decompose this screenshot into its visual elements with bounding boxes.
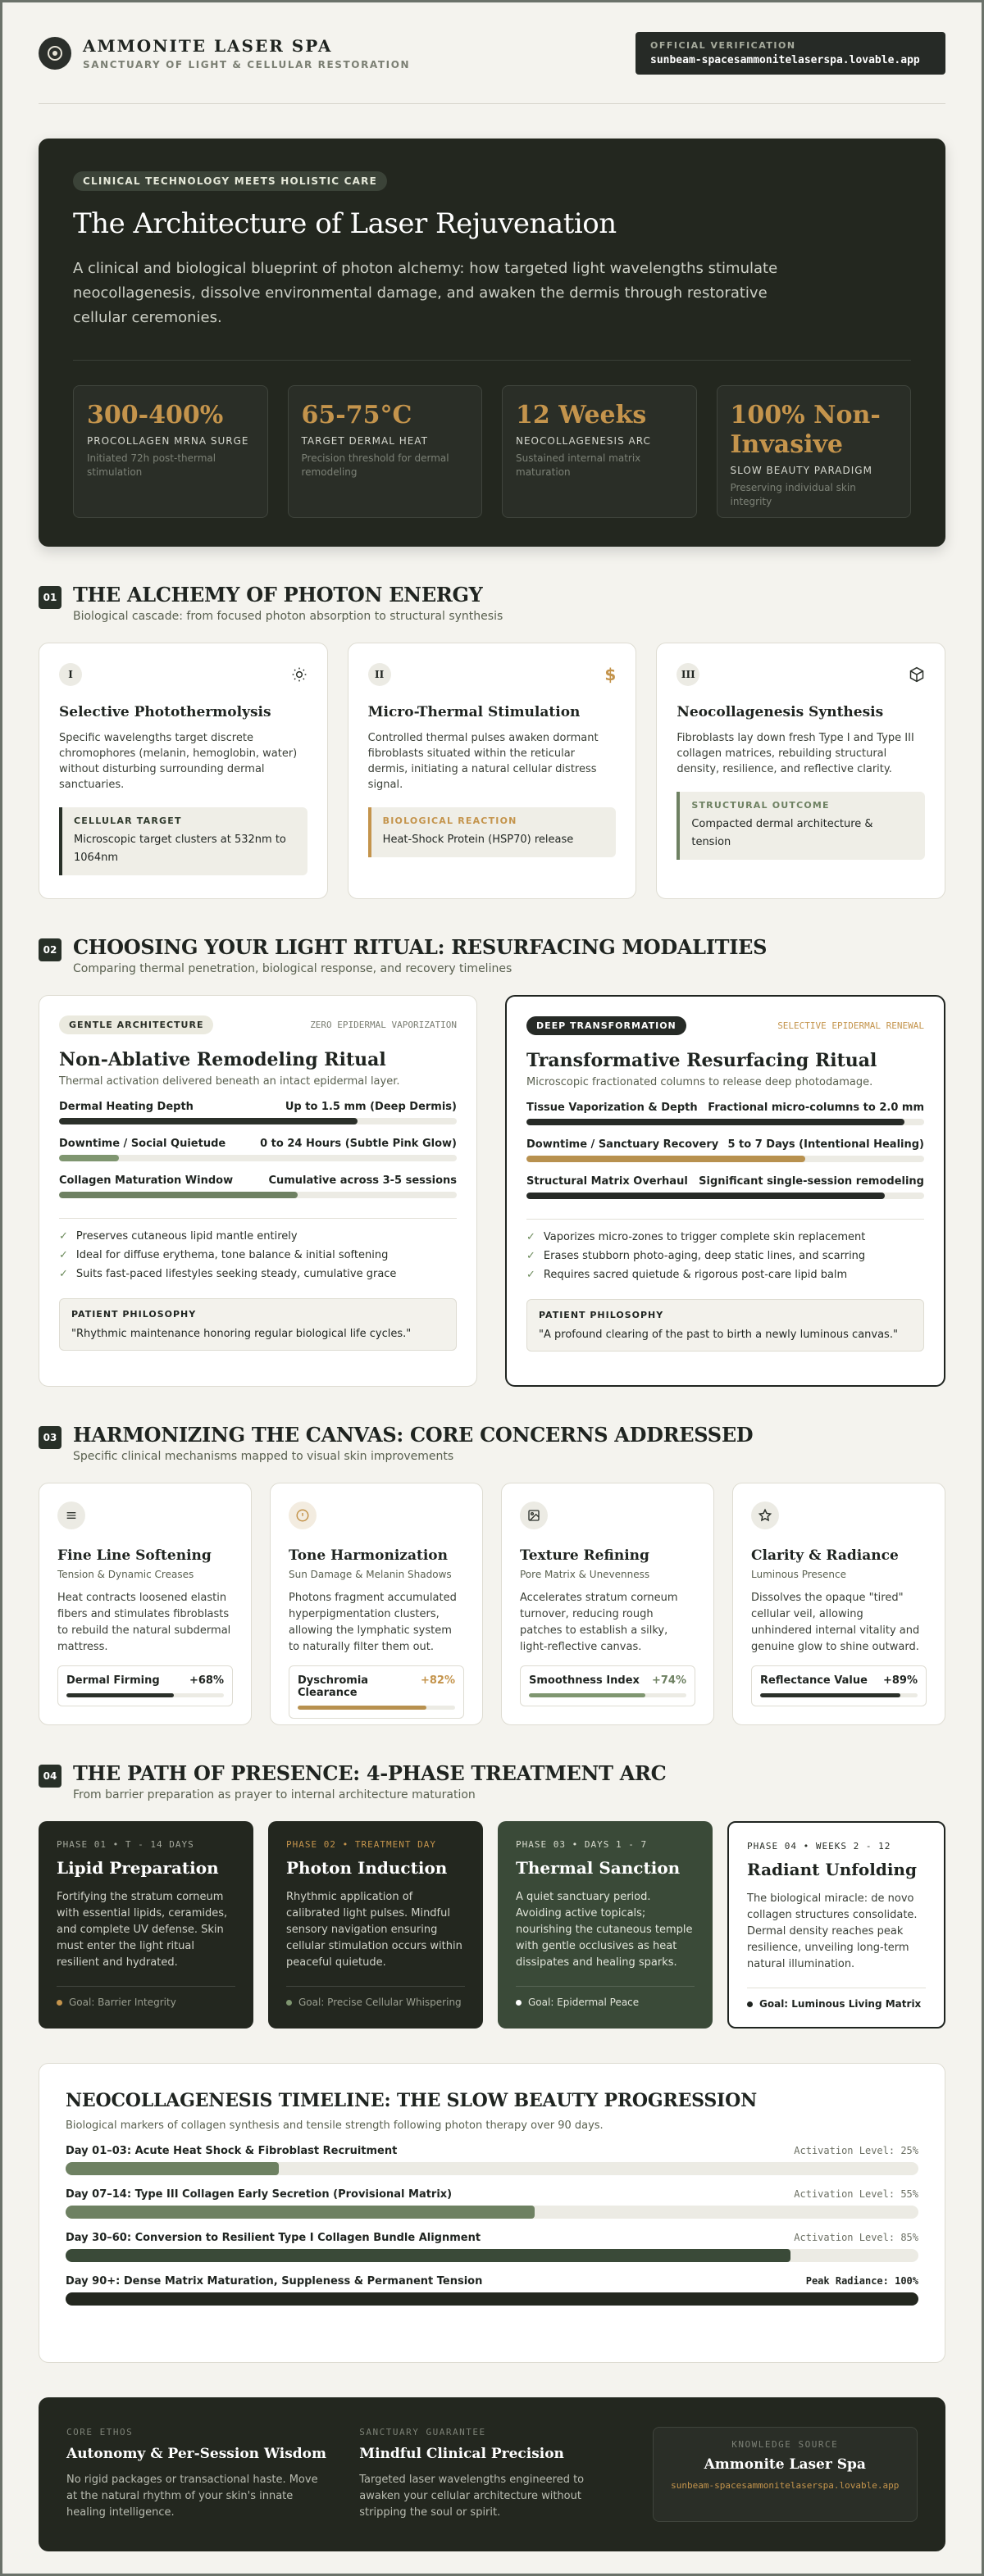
concern-card[interactable] xyxy=(39,1483,252,1725)
metric-label: Smoothness Index xyxy=(529,1674,640,1687)
alchemy-cards xyxy=(39,643,945,899)
timeline-bar-fill xyxy=(66,2292,918,2306)
benefit-text: Suits fast-paced lifestyles seeking steady, cumulative grace xyxy=(75,1268,397,1280)
hero-title: The Architecture of Laser Rejuvenation xyxy=(73,207,617,240)
concern-metric xyxy=(289,1665,464,1719)
timeline-title: NEOCOLLAGENESIS TIMELINE: THE SLOW BEAUTY PROGRESSION xyxy=(66,2090,757,2111)
metric-bar-fill xyxy=(66,1693,174,1697)
knowledge-label: KNOWLEDGE SOURCE xyxy=(731,2439,839,2450)
benefit-text: Requires sacred quietude & rigorous post-care lipid balm xyxy=(543,1269,848,1281)
concern-subtitle: Pore Matrix & Unevenness xyxy=(520,1569,650,1580)
phase-card[interactable] xyxy=(727,1821,945,2029)
timeline-label: Day 01–03: Acute Heat Shock & Fibroblast Recruitment xyxy=(66,2145,398,2157)
concern-subtitle: Sun Damage & Melanin Shadows xyxy=(289,1569,452,1580)
metric-label: Dermal Firming xyxy=(66,1674,160,1687)
concern-desc: Heat contracts loosened elastin fibers and stimulates fibroblasts to rebuild the natural subdermal mattress. xyxy=(57,1592,231,1653)
timeline-subtitle: Biological markers of collagen synthesis and tensile strength following photon therapy over 90 days. xyxy=(66,2119,604,2132)
phase-desc: Rhythmic application of calibrated light pulses. Mindful sensory navigation ensuring cellular stimulation occurs within peaceful quietude. xyxy=(286,1891,462,1969)
star-icon xyxy=(751,1502,779,1529)
alchemy-card xyxy=(348,643,637,899)
modality-title: Transformative Resurfacing Ritual xyxy=(526,1050,877,1071)
benefit-list xyxy=(59,1230,457,1280)
note-label: STRUCTURAL OUTCOME xyxy=(691,800,830,811)
concern-cards xyxy=(39,1483,945,1725)
card-title: Selective Photothermolysis xyxy=(59,704,271,720)
section-number: 01 xyxy=(39,586,61,609)
metric-bar xyxy=(59,1192,457,1198)
modality-note: ZERO EPIDERMAL VAPORIZATION xyxy=(310,1020,457,1030)
timeline-bar xyxy=(66,2249,918,2262)
neocollagenesis-timeline xyxy=(39,2063,945,2363)
metric-bar xyxy=(526,1156,924,1162)
benefit-text: Erases stubborn photo-aging, deep static lines, and scarring xyxy=(543,1250,866,1262)
phase-goal xyxy=(57,1997,235,2008)
activation-level: Activation Level: 25% xyxy=(794,2145,918,2156)
timeline-bar xyxy=(66,2162,918,2175)
dollar-icon: $ xyxy=(604,665,617,684)
section-subtitle: From barrier preparation as prayer to internal architecture maturation xyxy=(73,1788,476,1801)
note-label: CELLULAR TARGET xyxy=(74,816,182,826)
alchemy-card xyxy=(656,643,945,899)
metric-bar xyxy=(298,1706,455,1710)
metric-value: +82% xyxy=(420,1674,455,1687)
concern-card[interactable] xyxy=(270,1483,483,1725)
concern-desc: Accelerates stratum corneum turnover, reducing rough patches to establish a silky, light-reflective canvas. xyxy=(520,1592,678,1653)
verification-url: sunbeam-spacesammonitelaserspa.lovable.app xyxy=(650,53,920,66)
timeline-row xyxy=(66,2232,918,2262)
goal-dot-icon xyxy=(57,2000,62,2006)
phase-desc: The biological miracle: de novo collagen structures consolidate. Dermal density reaches peak resilience, unveiling long-term natural illumination. xyxy=(747,1892,918,1970)
metric-value: 5 to 7 Days (Intentional Healing) xyxy=(727,1138,924,1151)
metric-value: Significant single-session remodeling xyxy=(699,1175,924,1188)
section-number: 02 xyxy=(39,938,61,961)
site-header xyxy=(39,2,945,104)
footer-guarantee xyxy=(359,2427,619,2522)
check-icon: ✓ xyxy=(59,1268,68,1280)
metric-bar-fill xyxy=(526,1119,904,1125)
divider xyxy=(286,1986,465,1987)
benefit-text: Vaporizes micro-zones to trigger complete skin replacement xyxy=(543,1231,866,1243)
metric-bar xyxy=(526,1119,924,1125)
check-icon: ✓ xyxy=(526,1250,535,1262)
goal-text: Goal: Luminous Living Matrix xyxy=(759,1998,922,2010)
card-title: Micro-Thermal Stimulation xyxy=(367,704,581,720)
modality-subtitle: Microscopic fractionated columns to release deep photodamage. xyxy=(526,1076,873,1088)
divider xyxy=(526,1219,924,1220)
phase-goal xyxy=(516,1997,695,2008)
benefit-item xyxy=(59,1249,457,1261)
timeline-bar-fill xyxy=(66,2249,790,2262)
concern-subtitle: Luminous Presence xyxy=(751,1569,847,1580)
concern-desc: Photons fragment accumulated hyperpigmentation clusters, allowing the lymphatic system to naturally filter them out. xyxy=(289,1592,457,1653)
timeline-label: Day 90+: Dense Matrix Maturation, Suppleness & Permanent Tension xyxy=(66,2275,483,2288)
benefit-item xyxy=(59,1230,457,1243)
phase-kicker: PHASE 03 • DAYS 1 - 7 xyxy=(516,1839,648,1850)
stat-value: 12 Weeks xyxy=(516,401,647,429)
timeline-row xyxy=(66,2275,918,2306)
cellular-target-note xyxy=(59,807,308,875)
concern-metric xyxy=(520,1665,695,1706)
metric-row xyxy=(526,1138,924,1162)
concern-subtitle: Tension & Dynamic Creases xyxy=(57,1569,194,1580)
hero-stats xyxy=(73,385,911,518)
goal-dot-icon xyxy=(286,2000,292,2006)
brand-tagline: SANCTUARY OF LIGHT & CELLULAR RESTORATION xyxy=(83,58,411,70)
divider xyxy=(59,1218,457,1219)
footer-label: CORE ETHOS xyxy=(66,2427,134,2437)
patient-philosophy xyxy=(526,1299,924,1352)
phase-goal xyxy=(747,1998,926,2010)
hero-pill: CLINICAL TECHNOLOGY MEETS HOLISTIC CARE xyxy=(73,171,387,191)
phase-card[interactable] xyxy=(268,1821,483,2029)
stat-value: 300-400% xyxy=(87,401,224,429)
metric-value: 0 to 24 Hours (Subtle Pink Glow) xyxy=(260,1138,457,1150)
metric-label: Dermal Heating Depth xyxy=(59,1101,194,1113)
metric-label: Collagen Maturation Window xyxy=(59,1174,234,1187)
concern-card[interactable] xyxy=(732,1483,945,1725)
card-title: Neocollagenesis Synthesis xyxy=(676,704,884,720)
check-icon: ✓ xyxy=(526,1231,535,1243)
footer-desc: No rigid packages or transactional haste. Move at the natural rhythm of your skin's innate healing intelligence. xyxy=(66,2474,318,2519)
stat-label: NEOCOLLAGENESIS ARC xyxy=(516,435,651,447)
section-title: THE ALCHEMY OF PHOTON ENERGY xyxy=(73,583,483,607)
metric-bar xyxy=(760,1693,918,1697)
site-footer xyxy=(39,2397,945,2551)
concern-metric xyxy=(751,1665,927,1706)
verification-label: OFFICIAL VERIFICATION xyxy=(650,39,796,51)
stat-card xyxy=(288,385,483,518)
note-label: BIOLOGICAL REACTION xyxy=(382,816,517,826)
divider xyxy=(516,1986,695,1987)
structural-outcome-note xyxy=(676,792,925,860)
benefit-item xyxy=(526,1250,924,1262)
timeline-row xyxy=(66,2145,918,2175)
section-subtitle: Biological cascade: from focused photon absorption to structural synthesis xyxy=(73,610,503,623)
benefit-item xyxy=(526,1231,924,1243)
stat-card xyxy=(73,385,268,518)
timeline-label: Day 07–14: Type III Collagen Early Secretion (Provisional Matrix) xyxy=(66,2188,453,2201)
section-number: 03 xyxy=(39,1426,61,1449)
verification-badge[interactable] xyxy=(636,32,945,75)
section-subtitle: Specific clinical mechanisms mapped to visual skin improvements xyxy=(73,1450,454,1463)
metric-row xyxy=(59,1138,457,1161)
knowledge-title: Ammonite Laser Spa xyxy=(704,2456,866,2473)
stat-desc: Sustained internal matrix maturation xyxy=(516,452,641,478)
metric-bar-fill xyxy=(59,1192,298,1198)
goal-text: Goal: Precise Cellular Whispering xyxy=(298,1997,462,2008)
metric-bar-fill xyxy=(298,1706,426,1710)
phase-cards xyxy=(39,1821,945,2029)
philosophy-label: PATIENT PHILOSOPHY xyxy=(539,1310,664,1320)
timeline-row xyxy=(66,2188,918,2219)
goal-text: Goal: Epidermal Peace xyxy=(528,1997,640,2008)
modality-subtitle: Thermal activation delivered beneath an intact epidermal layer. xyxy=(59,1075,400,1088)
alchemy-card xyxy=(39,643,328,899)
activation-level: Activation Level: 85% xyxy=(794,2232,918,2243)
footer-ethos xyxy=(66,2427,326,2522)
stat-label: TARGET DERMAL HEAT xyxy=(301,435,428,447)
section-number: 04 xyxy=(39,1765,61,1788)
philosophy-quote: "A profound clearing of the past to birth a newly luminous canvas." xyxy=(539,1329,898,1341)
section-title: HARMONIZING THE CANVAS: CORE CONCERNS ADDRESSED xyxy=(73,1423,754,1447)
metric-bar xyxy=(59,1155,457,1161)
phase-goal xyxy=(286,1997,465,2008)
section-header-concerns xyxy=(39,1423,945,1463)
phase-title: Lipid Preparation xyxy=(57,1858,219,1878)
image-icon xyxy=(520,1502,548,1529)
metric-value: +89% xyxy=(882,1674,918,1687)
metric-label: Downtime / Social Quietude xyxy=(59,1138,226,1150)
card-desc: Specific wavelengths target discrete chromophores (melanin, hemoglobin, water) without disturbing surrounding dermal sanctuaries. xyxy=(59,732,298,791)
sun-icon xyxy=(291,666,308,683)
card-desc: Controlled thermal pulses awaken dormant fibroblasts situated within the reticular dermis, initiating a natural cellular distress signal. xyxy=(367,732,599,791)
note-value: Compacted dermal architecture & tension xyxy=(691,818,873,848)
check-icon: ✓ xyxy=(59,1230,68,1243)
knowledge-source[interactable] xyxy=(653,2427,918,2522)
activation-level: Activation Level: 55% xyxy=(794,2188,918,2200)
roman-badge: III xyxy=(676,663,699,686)
section-title: THE PATH OF PRESENCE: 4-PHASE TREATMENT ARC xyxy=(73,1761,667,1785)
stat-desc: Precision threshold for dermal remodeling xyxy=(301,452,449,478)
metric-label: Reflectance Value xyxy=(760,1674,868,1687)
roman-badge: I xyxy=(59,663,82,686)
metric-bar-fill xyxy=(760,1693,900,1697)
benefit-list xyxy=(526,1231,924,1281)
section-header-alchemy xyxy=(39,583,945,623)
metric-bar-fill xyxy=(526,1156,805,1162)
metric-label: Tissue Vaporization & Depth xyxy=(526,1102,698,1114)
modality-title: Non-Ablative Remodeling Ritual xyxy=(59,1049,386,1070)
section-header-path xyxy=(39,1761,945,1801)
footer-label: SANCTUARY GUARANTEE xyxy=(359,2427,486,2437)
phase-kicker: PHASE 02 • TREATMENT DAY xyxy=(286,1839,436,1850)
stat-desc: Initiated 72h post-thermal stimulation xyxy=(87,452,216,478)
timeline-bar xyxy=(66,2292,918,2306)
metric-value: Fractional micro-columns to 2.0 mm xyxy=(708,1102,924,1114)
benefit-text: Preserves cutaneous lipid mantle entirely xyxy=(75,1230,298,1243)
metric-value: Cumulative across 3-5 sessions xyxy=(268,1174,457,1187)
divider xyxy=(57,1986,235,1987)
modality-tag: DEEP TRANSFORMATION xyxy=(526,1016,686,1035)
goal-dot-icon xyxy=(747,2001,753,2007)
phase-desc: Fortifying the stratum corneum with essential lipids, ceramides, and complete UV defense. Skin must enter the light ritual resilient and hydrated. xyxy=(57,1891,228,1969)
metric-row xyxy=(526,1175,924,1199)
metric-label: Structural Matrix Overhaul xyxy=(526,1175,688,1188)
card-desc: Fibroblasts lay down fresh Type I and Type III collagen matrices, rebuilding structural density, resilience, and reflective clarity. xyxy=(676,732,914,775)
footer-title: Mindful Clinical Precision xyxy=(359,2446,564,2462)
brand[interactable] xyxy=(39,36,410,70)
metric-value: +68% xyxy=(189,1674,224,1687)
section-title: CHOOSING YOUR LIGHT RITUAL: RESURFACING MODALITIES xyxy=(73,935,768,959)
footer-title: Autonomy & Per-Session Wisdom xyxy=(66,2446,326,2462)
benefit-text: Ideal for diffuse erythema, tone balance & initial softening xyxy=(75,1249,389,1261)
goal-dot-icon xyxy=(516,2000,522,2006)
biological-reaction-note xyxy=(368,807,617,857)
hero-divider xyxy=(73,360,911,361)
modality-note: SELECTIVE EPIDERMAL RENEWAL xyxy=(777,1020,924,1031)
metric-bar xyxy=(526,1193,924,1199)
stat-desc: Preserving individual skin integrity xyxy=(730,482,856,507)
hero-description: A clinical and biological blueprint of photon alchemy: how targeted light wavelengths stimulate neocollagenesis, dissolve environmental damage, and awaken the dermis through restorative cellular ceremonies. xyxy=(73,260,778,326)
philosophy-label: PATIENT PHILOSOPHY xyxy=(71,1309,197,1320)
check-icon: ✓ xyxy=(526,1269,535,1281)
metric-label: Downtime / Sanctuary Recovery xyxy=(526,1138,719,1151)
brand-name: AMMONITE LASER SPA xyxy=(83,35,333,56)
metric-bar xyxy=(529,1693,686,1697)
phase-title: Photon Induction xyxy=(286,1858,448,1878)
cube-icon xyxy=(909,666,925,683)
metric-value: +74% xyxy=(651,1674,686,1687)
modality-tag: GENTLE ARCHITECTURE xyxy=(59,1015,213,1034)
metric-bar-fill xyxy=(529,1693,645,1697)
footer-desc: Targeted laser wavelengths engineered to awaken your cellular architecture without stripping the soul or spirit. xyxy=(359,2474,585,2519)
ammonite-logo-icon xyxy=(39,37,71,70)
concern-title: Clarity & Radiance xyxy=(751,1547,899,1564)
phase-card[interactable] xyxy=(498,1821,713,2029)
metric-row xyxy=(59,1101,457,1124)
philosophy-quote: "Rhythmic maintenance honoring regular biological life cycles." xyxy=(71,1328,412,1340)
benefit-item xyxy=(59,1268,457,1280)
roman-badge: II xyxy=(368,663,391,686)
resurfacing-card[interactable] xyxy=(505,995,945,1387)
concern-title: Fine Line Softening xyxy=(57,1547,212,1564)
check-icon: ✓ xyxy=(59,1249,68,1261)
goal-text: Goal: Barrier Integrity xyxy=(69,1997,176,2008)
metric-value: Up to 1.5 mm (Deep Dermis) xyxy=(285,1101,457,1113)
concern-metric xyxy=(57,1665,233,1706)
phase-title: Thermal Sanction xyxy=(516,1858,681,1878)
timeline-bar-fill xyxy=(66,2206,535,2219)
timeline-bar xyxy=(66,2206,918,2219)
phase-kicker: PHASE 04 • WEEKS 2 - 12 xyxy=(747,1841,891,1851)
stat-card xyxy=(502,385,697,518)
phase-kicker: PHASE 01 • T - 14 DAYS xyxy=(57,1839,194,1850)
stat-card xyxy=(717,385,912,518)
metric-label: Dyschromia Clearance xyxy=(298,1674,369,1699)
hero-panel xyxy=(39,139,945,547)
phase-title: Radiant Unfolding xyxy=(747,1860,917,1879)
phase-desc: A quiet sanctuary period. Avoiding active topicals; nourishing the cutaneous temple with gentle occlusives as heat dissipates and healing sparks. xyxy=(516,1891,693,1969)
concern-desc: Dissolves the opaque "tired" cellular veil, allowing unhindered internal vitality and genuine glow to shine outward. xyxy=(751,1592,920,1653)
metric-bar-fill xyxy=(526,1193,885,1199)
knowledge-url[interactable]: sunbeam-spacesammonitelaserspa.lovable.app xyxy=(671,2480,900,2491)
metric-row xyxy=(59,1174,457,1198)
timeline-label: Day 30–60: Conversion to Resilient Type I Collagen Bundle Alignment xyxy=(66,2232,481,2244)
benefit-item xyxy=(526,1269,924,1281)
metric-bar xyxy=(66,1693,224,1697)
modality-cards xyxy=(39,995,945,1387)
concern-title: Texture Refining xyxy=(520,1547,649,1564)
stat-label: SLOW BEAUTY PARADIGM xyxy=(730,465,872,476)
concern-card[interactable] xyxy=(501,1483,714,1725)
concern-title: Tone Harmonization xyxy=(289,1547,448,1564)
metric-row xyxy=(526,1102,924,1125)
timeline-bar-fill xyxy=(66,2162,279,2175)
phase-card[interactable] xyxy=(39,1821,253,2029)
metric-bar xyxy=(59,1118,457,1124)
note-value: Heat-Shock Protein (HSP70) release xyxy=(382,834,574,846)
activation-level: Peak Radiance: 100% xyxy=(805,2275,918,2287)
metric-bar-fill xyxy=(59,1155,119,1161)
non-ablative-card[interactable] xyxy=(39,995,477,1387)
note-value: Microscopic target clusters at 532nm to 1064nm xyxy=(74,834,286,864)
lines-icon xyxy=(57,1502,85,1529)
info-icon xyxy=(289,1502,317,1529)
section-header-modalities xyxy=(39,935,945,975)
stat-label: PROCOLLAGEN MRNA SURGE xyxy=(87,435,249,447)
stat-value: 100% Non-Invasive xyxy=(730,401,881,459)
metric-bar-fill xyxy=(59,1118,358,1124)
section-subtitle: Comparing thermal penetration, biological response, and recovery timelines xyxy=(73,962,512,975)
patient-philosophy xyxy=(59,1298,457,1351)
stat-value: 65-75°C xyxy=(301,401,412,429)
